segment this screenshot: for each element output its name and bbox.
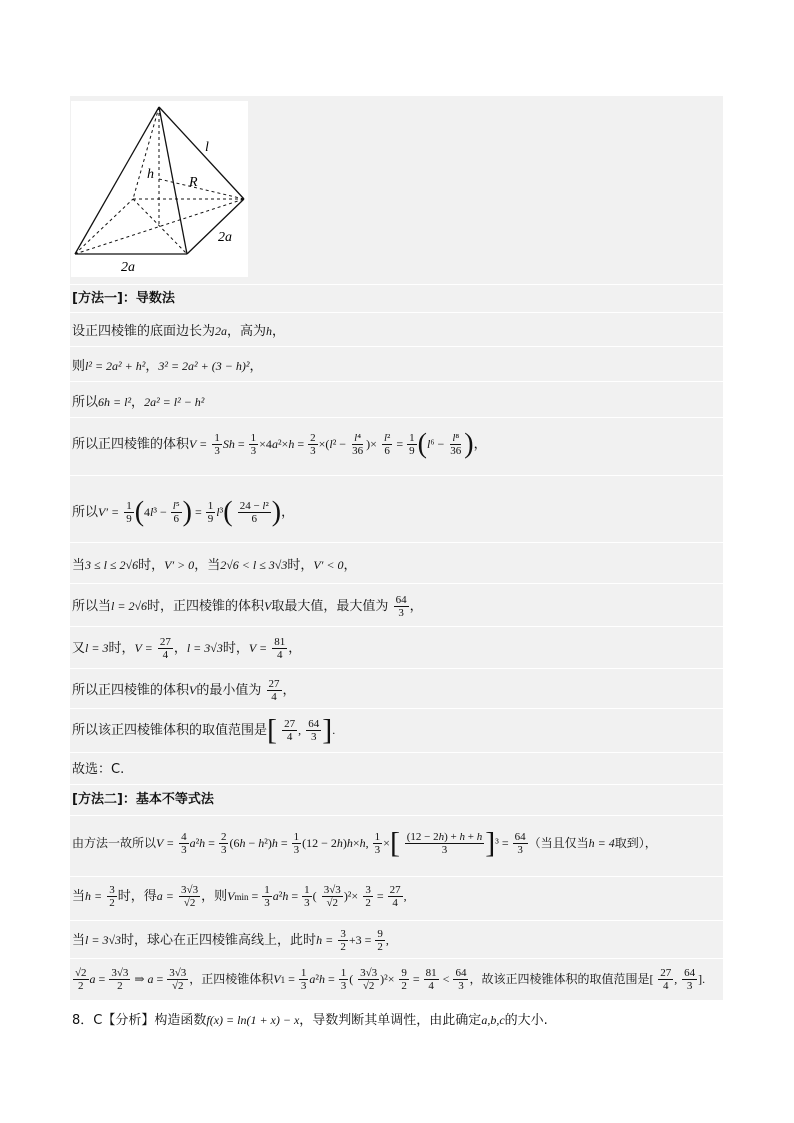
method1-line-4: 所以正四棱锥的体积V = $\frac{1}{3}$ Sh = $\frac{1}{3}$ ×4a²×h = $\frac{2}{3}$ ×(l² − $\frac{\text{l⁴}}{36}$ )× $\frac{\text{l²}}{6}$ = $\frac{1}{9}$ (l⁶ − $\frac{\text{l⁸}}{36}$ )， — [72, 428, 487, 460]
text: ， — [249, 359, 263, 374]
fraction: $\frac{1}{3}$ — [250, 432, 257, 457]
math: l = 2√6 — [111, 599, 148, 613]
text: ，高为 — [227, 324, 267, 339]
math: f(x) = ln(1 + x) − x — [206, 1013, 300, 1027]
fraction: $\frac{\text{l⁵}}{6}$ — [172, 500, 180, 525]
separator — [70, 626, 723, 627]
text: ， — [173, 641, 187, 656]
fraction: $\frac{3}{2}$ — [365, 884, 371, 909]
pyramid-figure — [71, 101, 248, 277]
fraction: $\frac{\text{l⁸}}{36}$ — [450, 432, 462, 457]
math: V — [227, 889, 235, 903]
label-l: l — [205, 140, 209, 155]
pyramid-diagram — [71, 101, 248, 277]
fraction: $\frac{3√3}{√2}$ — [360, 967, 378, 992]
math: l = 3√3 — [85, 933, 122, 947]
text: 8．C【分析】构造函数 — [72, 1013, 207, 1028]
fraction: $\frac{1}{3}$ — [300, 967, 307, 992]
math: 2√6 < l ≤ 3√3 — [220, 558, 288, 572]
fraction: $\frac{1}{3}$ — [264, 884, 270, 909]
fraction: $\frac{1}{3}$ — [304, 884, 310, 909]
fraction: $\frac{27}{4}$ — [660, 967, 672, 992]
math: V = — [189, 437, 208, 451]
fraction: $\frac{27}{4}$ — [268, 678, 280, 703]
text: 所以正四棱锥的体积 — [72, 437, 190, 452]
text: 设正四棱锥的底面边长为 — [72, 324, 216, 339]
method1-line-10: 所以该正四棱锥体积的取值范围是[ $\frac{27}{4}$ , $\frac{64}{3}$ ]. — [72, 713, 336, 747]
math: V = — [134, 641, 153, 655]
separator — [70, 876, 723, 877]
separator — [70, 284, 723, 285]
text: 时， — [222, 641, 249, 656]
math: V = — [248, 641, 268, 655]
math: 2a — [215, 324, 228, 338]
fraction: $\frac{3√3}{√2}$ — [323, 884, 341, 909]
method2-line-3: 当l = 3√3时，球心在正四棱锥高线上，此时h = $\frac{3}{2}$ +3 = $\frac{9}{2}$ , — [72, 928, 389, 953]
separator — [70, 583, 723, 584]
separator — [70, 784, 723, 785]
fraction: $\frac{(12 - 2h) + h + h}{3}$ — [406, 831, 483, 856]
text: ， — [131, 395, 145, 410]
fraction: $\frac{4}{3}$ — [181, 831, 187, 856]
fraction: $\frac{64}{3}$ — [514, 831, 526, 856]
text: ， — [272, 324, 286, 339]
math: V′ > 0 — [164, 558, 195, 572]
fraction: $\frac{81}{4}$ — [274, 636, 286, 661]
method1-line-5: 所以V′ = $\frac{1}{9}$ (4l³ − $\frac{\text{l⁵}}{6}$ ) = $\frac{1}{9}$ l³( $\frac{\text{24 − l²}}{6}$ )， — [72, 496, 295, 528]
label-2a-right: 2a — [218, 230, 232, 245]
fraction: $\frac{81}{4}$ — [425, 967, 437, 992]
math: a,b,c — [481, 1013, 505, 1027]
text: 当 — [72, 558, 86, 573]
fraction: $\frac{3}{2}$ — [109, 884, 115, 909]
text: ，则 — [201, 889, 228, 904]
fraction: $\frac{64}{3}$ — [684, 967, 696, 992]
fraction: $\frac{3}{2}$ — [340, 928, 346, 953]
fraction: $\frac{1}{3}$ — [374, 831, 381, 856]
fraction: $\frac{64}{3}$ — [455, 967, 467, 992]
method1-line-6 — [72, 557, 357, 574]
text: ， — [343, 558, 357, 573]
separator — [70, 346, 723, 347]
method1-heading: [方法一]：导数法 — [72, 291, 175, 306]
fraction: $\frac{\text{l²}}{6}$ — [383, 432, 391, 457]
fraction: $\frac{1}{9}$ — [207, 500, 214, 525]
math: h = 4 — [588, 836, 615, 850]
text: 所以 — [72, 505, 99, 520]
math: V′ < 0 — [313, 558, 344, 572]
text: 则 — [72, 359, 86, 374]
label-h: h — [147, 167, 154, 182]
method2-line-4: $\frac{√2}{2}$ a = $\frac{3√3}{2}$ ⇒ a = $\frac{3√3}{√2}$ ，正四棱锥体积V1 = $\frac{1}{3}$ a²h = $\frac{1}{3}$ ( $\frac{3√3}{√2}$ )²× $\frac{9}{2}$ = $\frac{81}{4}$ < $\frac{64}{3}$ ，故该正四棱锥体积的取值范围是[ $\frac{27}{4}$ , $\frac{64}{3}$ ]. — [75, 967, 706, 992]
math: 3² = 2a² + (3 − h)² — [158, 359, 250, 373]
text: 所以正四棱锥的体积 — [72, 683, 190, 698]
label-2a-bottom: 2a — [121, 260, 135, 275]
separator — [70, 958, 723, 959]
text: 当 — [72, 889, 86, 904]
fraction: $\frac{3√3}{2}$ — [111, 967, 129, 992]
text: 时，球心在正四棱锥高线上，此时 — [121, 933, 317, 948]
separator — [70, 381, 723, 382]
text: 的大小. — [504, 1013, 548, 1028]
fraction: $\frac{64}{3}$ — [395, 594, 407, 619]
separator — [70, 752, 723, 753]
label-R: R — [189, 175, 198, 190]
text: 时，得 — [117, 889, 157, 904]
math: l = 3 — [85, 641, 109, 655]
separator — [70, 417, 723, 418]
math: V — [264, 599, 272, 613]
text: ，导数判断其单调性，由此确定 — [299, 1013, 482, 1028]
fraction: $\frac{27}{4}$ — [284, 718, 296, 743]
math: 6h = l² — [98, 395, 132, 409]
math: V — [189, 683, 197, 697]
method1-line-9: 所以正四棱锥的体积V的最小值为 $\frac{27}{4}$ ， — [72, 678, 296, 703]
fraction: $\frac{1}{3}$ — [214, 432, 220, 457]
fraction: $\frac{27}{4}$ — [389, 884, 401, 909]
fraction: $\frac{1}{9}$ — [409, 432, 415, 457]
math: l = 3√3 — [186, 641, 223, 655]
fraction: $\frac{3√3}{√2}$ — [169, 967, 187, 992]
fraction: $\frac{9}{2}$ — [377, 928, 383, 953]
fraction: $\frac{1}{3}$ — [293, 831, 300, 856]
method1-line-8: 又l = 3时，V = $\frac{27}{4}$ ，l = 3√3时，V = $\frac{81}{4}$ ， — [72, 636, 302, 661]
method2-heading: [方法二]：基本不等式法 — [72, 792, 214, 807]
math: V = — [156, 836, 175, 850]
text: 由方法一故所以 — [72, 836, 157, 850]
fraction: $\frac{\text{24 − l²}}{6}$ — [239, 500, 269, 525]
method2-line-2: 当h = $\frac{3}{2}$ 时，得a = $\frac{3√3}{√2}$ ，则Vmin = $\frac{1}{3}$ a²h = $\frac{1}{3}$ ( $\frac{3√3}{√2}$ )²× $\frac{3}{2}$ = $\frac{27}{4}$ , — [72, 884, 407, 909]
fraction: $\frac{2}{3}$ — [310, 432, 316, 457]
method1-conclusion: 故选：C. — [72, 762, 125, 777]
method1-line-1 — [72, 323, 285, 340]
fraction: $\frac{64}{3}$ — [308, 718, 320, 743]
method1-line-7: 所以当l = 2√6时，正四棱锥的体积V取最大值，最大值为 $\frac{64}{3}$ ， — [72, 594, 423, 619]
text: 所以当 — [72, 599, 112, 614]
text: 时， — [138, 558, 165, 573]
text: （当且仅当 — [528, 836, 589, 850]
text: ， — [145, 359, 159, 374]
method2-line-1: 由方法一故所以V = $\frac{4}{3}$ a²h = $\frac{2}{3}$ (6h − h²)h = $\frac{1}{3}$ (12 − 2h)h×h, $\frac{1}{3}$ ×[ $\frac{(12 - 2h) + h + h}{3}$ ]³ = $\frac{64}{3}$ （当且仅当h = 4取到）， — [72, 826, 657, 860]
fraction: $\frac{9}{2}$ — [401, 967, 407, 992]
question-8-analysis — [72, 1012, 548, 1029]
math: a = — [156, 889, 174, 903]
fraction: $\frac{1}{9}$ — [126, 500, 132, 525]
text: 取最大值，最大值为 — [271, 599, 389, 614]
math: 3 ≤ l ≤ 2√6 — [85, 558, 139, 572]
separator — [70, 920, 723, 921]
fraction: $\frac{1}{3}$ — [340, 967, 347, 992]
text: 取到）， — [614, 836, 657, 850]
text: 时， — [287, 558, 314, 573]
text: ，当 — [194, 558, 221, 573]
fraction: $\frac{27}{4}$ — [159, 636, 171, 661]
math: h = — [85, 889, 103, 903]
method1-line-3 — [72, 394, 204, 411]
separator — [70, 815, 723, 816]
separator — [70, 475, 723, 476]
method1-line-2 — [72, 358, 262, 375]
text: 所以 — [72, 395, 99, 410]
math: h — [266, 324, 273, 338]
text: 的最小值为 — [196, 683, 262, 698]
fraction: $\frac{2}{3}$ — [220, 831, 227, 856]
math: h = — [316, 933, 334, 947]
fraction: $\frac{\text{l⁴}}{36}$ — [352, 432, 364, 457]
text: ，故该正四棱锥体积的取值范围是 — [469, 972, 650, 986]
text: 时， — [108, 641, 135, 656]
math: 2a² = l² − h² — [144, 395, 205, 409]
text: 当 — [72, 933, 86, 948]
separator — [70, 708, 723, 709]
text: 时，正四棱锥的体积 — [147, 599, 265, 614]
separator — [70, 668, 723, 669]
separator — [70, 312, 723, 313]
separator — [70, 542, 723, 543]
math: l² = 2a² + h² — [85, 359, 146, 373]
fraction: $\frac{3√3}{√2}$ — [181, 884, 199, 909]
fraction: $\frac{√2}{2}$ — [75, 967, 87, 992]
text: 又 — [72, 641, 86, 656]
text: 所以该正四棱锥体积的取值范围是 — [72, 723, 268, 738]
text: ，正四棱锥体积 — [189, 972, 274, 986]
math: V′ = — [98, 505, 120, 519]
